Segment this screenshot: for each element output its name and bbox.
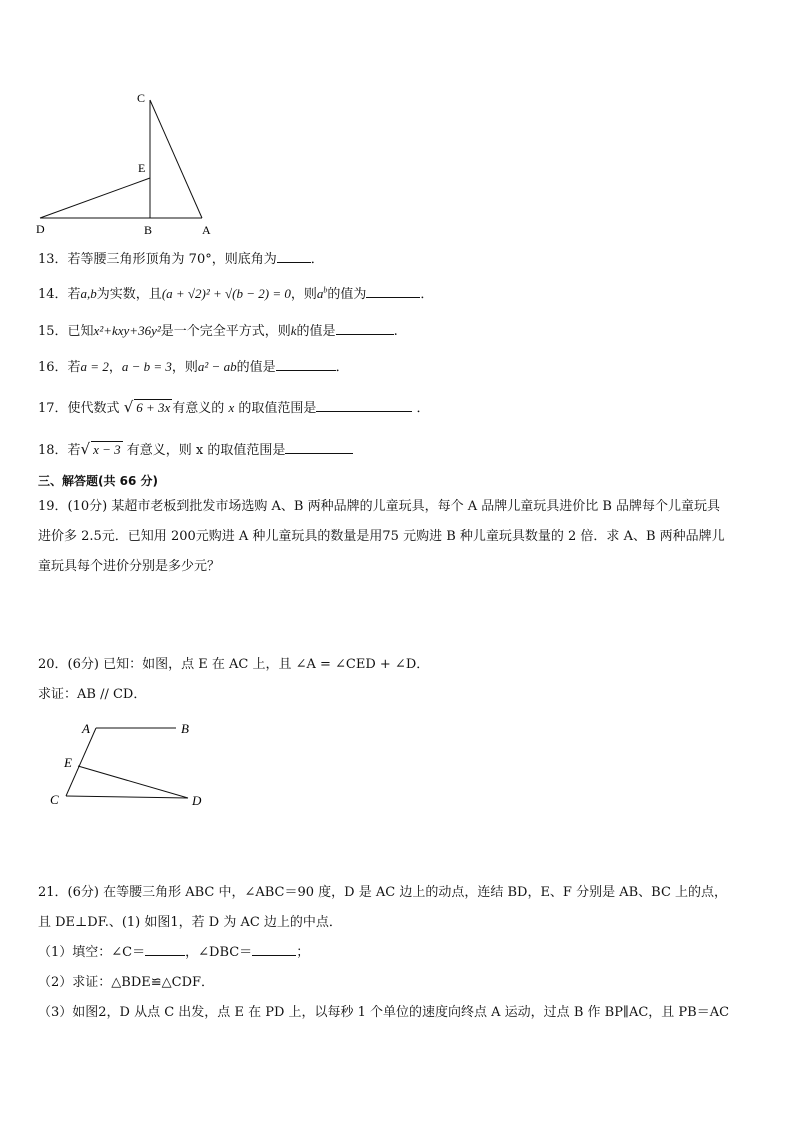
label-C: C: [50, 792, 59, 807]
label-A: A: [82, 721, 90, 736]
label-C: C: [137, 91, 146, 105]
label-D: D: [192, 793, 202, 808]
section-heading: 三、解答题(共 66 分): [38, 474, 159, 488]
answer-blank: [316, 399, 412, 412]
label-D: D: [36, 222, 45, 236]
answer-blank: [336, 322, 394, 335]
figure-parallel-lines: [44, 716, 224, 816]
question-16: 16．若a = 2，a − b = 3，则a² − ab的值是 ．: [38, 359, 349, 375]
question-17: 17．使代数式 √ 6 + 3x 有意义的 x 的取值范围是 ．: [38, 398, 430, 416]
math-expression: x²+kxy+36y²: [93, 323, 161, 338]
fill-in-line: （1）填空：∠C＝ ，∠DBC＝ ；: [38, 945, 310, 960]
label-E: E: [138, 161, 146, 175]
question-18: 18．若√ x − 3 有意义，则 x 的取值范围是: [38, 440, 353, 460]
figure-triangle-1: [30, 88, 230, 238]
radical-sign: √: [80, 440, 91, 458]
question-20: 20．(6分) 已知：如图，点 E 在 AC 上，且 ∠A = ∠CED + ∠D． 求证：AB // CD．: [38, 657, 430, 702]
answer-blank: [252, 943, 296, 956]
question-15: 15．已知x²+kxy+36y²是一个完全平方式，则k的值是 .: [38, 323, 398, 339]
answer-blank: [145, 943, 185, 956]
answer-blank: [277, 250, 311, 263]
answer-blank: [276, 358, 336, 371]
radical-sign: √: [123, 398, 134, 416]
label-E: E: [64, 755, 72, 770]
math-expression: (a + √2)² + √(b − 2) = 0: [161, 286, 291, 301]
label-A: A: [202, 223, 211, 237]
question-19: 19．(10分) 某超市老板到批发市场选购 A、B 两种品牌的儿童玩具，每个 A 品牌儿童玩具进价比 B 品牌每个儿童玩具 进价多 2.5元．已知用 200元购进 A 种儿童玩具的数量是用75 元购进 B 种儿童玩具数量的 2 倍．求 A、B 两种品牌儿 童玩具每个进价分别是多少元？: [38, 499, 725, 574]
question-14: 14．若a,b为实数，且(a + √2)² + √(b − 2) = 0，则$a^b$的值为 ．: [38, 285, 434, 302]
question-13: 13．若等腰三角形顶角为 70°，则底角为 ．: [38, 252, 324, 267]
question-21: 21．(6分) 在等腰三角形 ABC 中，∠ABC＝90 度，D 是 AC 边上的动点，连结 BD，E、F 分别是 AB、BC 上的点， 且 DE⊥DF.、(1) 如图1，若 D 为 AC 边上的中点． （1）填空：∠C＝ ，∠DBC＝ ； （2）求证：△BDE≌△CDF． （3）如图2，D 从点 C 出发，点 E 在 PD 上，以每秒 1 个单位的速度向终点 A 运动，过点 B 作 BP∥AC，且 PB＝AC: [38, 878, 760, 1028]
label-B: B: [144, 223, 153, 237]
answer-blank: [285, 441, 353, 454]
answer-blank: [366, 285, 420, 298]
label-B: B: [181, 721, 189, 736]
